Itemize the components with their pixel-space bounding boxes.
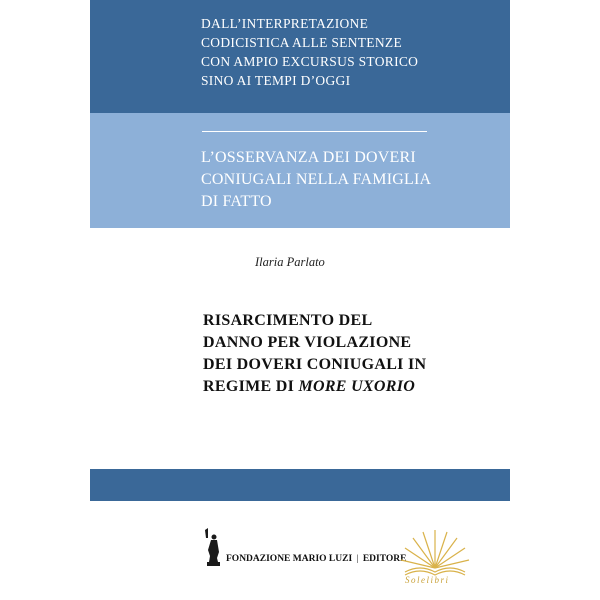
subtitle-line: CODICISTICA ALLE SENTENZE: [201, 35, 402, 50]
title-line: DANNO PER VIOLAZIONE: [203, 334, 412, 351]
imprint-name: Solelibri: [405, 575, 450, 585]
divider-line: [202, 131, 427, 132]
statue-silhouette-icon: [203, 528, 223, 566]
title-line: DEI DOVERI CONIUGALI IN: [203, 356, 427, 373]
title-line-last: [203, 376, 503, 398]
bottom-band: [90, 469, 510, 501]
title-italic: MORE UXORIO: [298, 378, 416, 395]
publisher-separator: |: [356, 554, 359, 564]
series-title: [201, 147, 501, 213]
series-line: CONIUGALI NELLA FAMIGLIA: [201, 171, 432, 188]
subtitle-line: SINO AI TEMPI D’OGGI: [201, 73, 351, 88]
subtitle-line: CON AMPIO EXCURSUS STORICO: [201, 54, 419, 69]
book-title: [203, 310, 503, 398]
publisher-role: EDITORE: [362, 554, 407, 564]
series-line: L’OSSERVANZA DEI DOVERI: [201, 149, 416, 166]
title-prefix: REGIME DI: [203, 378, 299, 395]
top-band: [90, 0, 510, 113]
publisher-line: [226, 554, 406, 564]
publisher-name: FONDAZIONE MARIO LUZI: [226, 554, 353, 564]
book-cover: [90, 0, 510, 600]
subtitle-line: DALL’INTERPRETAZIONE: [201, 16, 369, 31]
series-line: DI FATTO: [201, 193, 272, 210]
title-line: RISARCIMENTO DEL: [203, 312, 373, 329]
cover-subtitle: [201, 14, 501, 90]
author-name: Ilaria Parlato: [255, 255, 325, 269]
middle-band: [90, 113, 510, 228]
